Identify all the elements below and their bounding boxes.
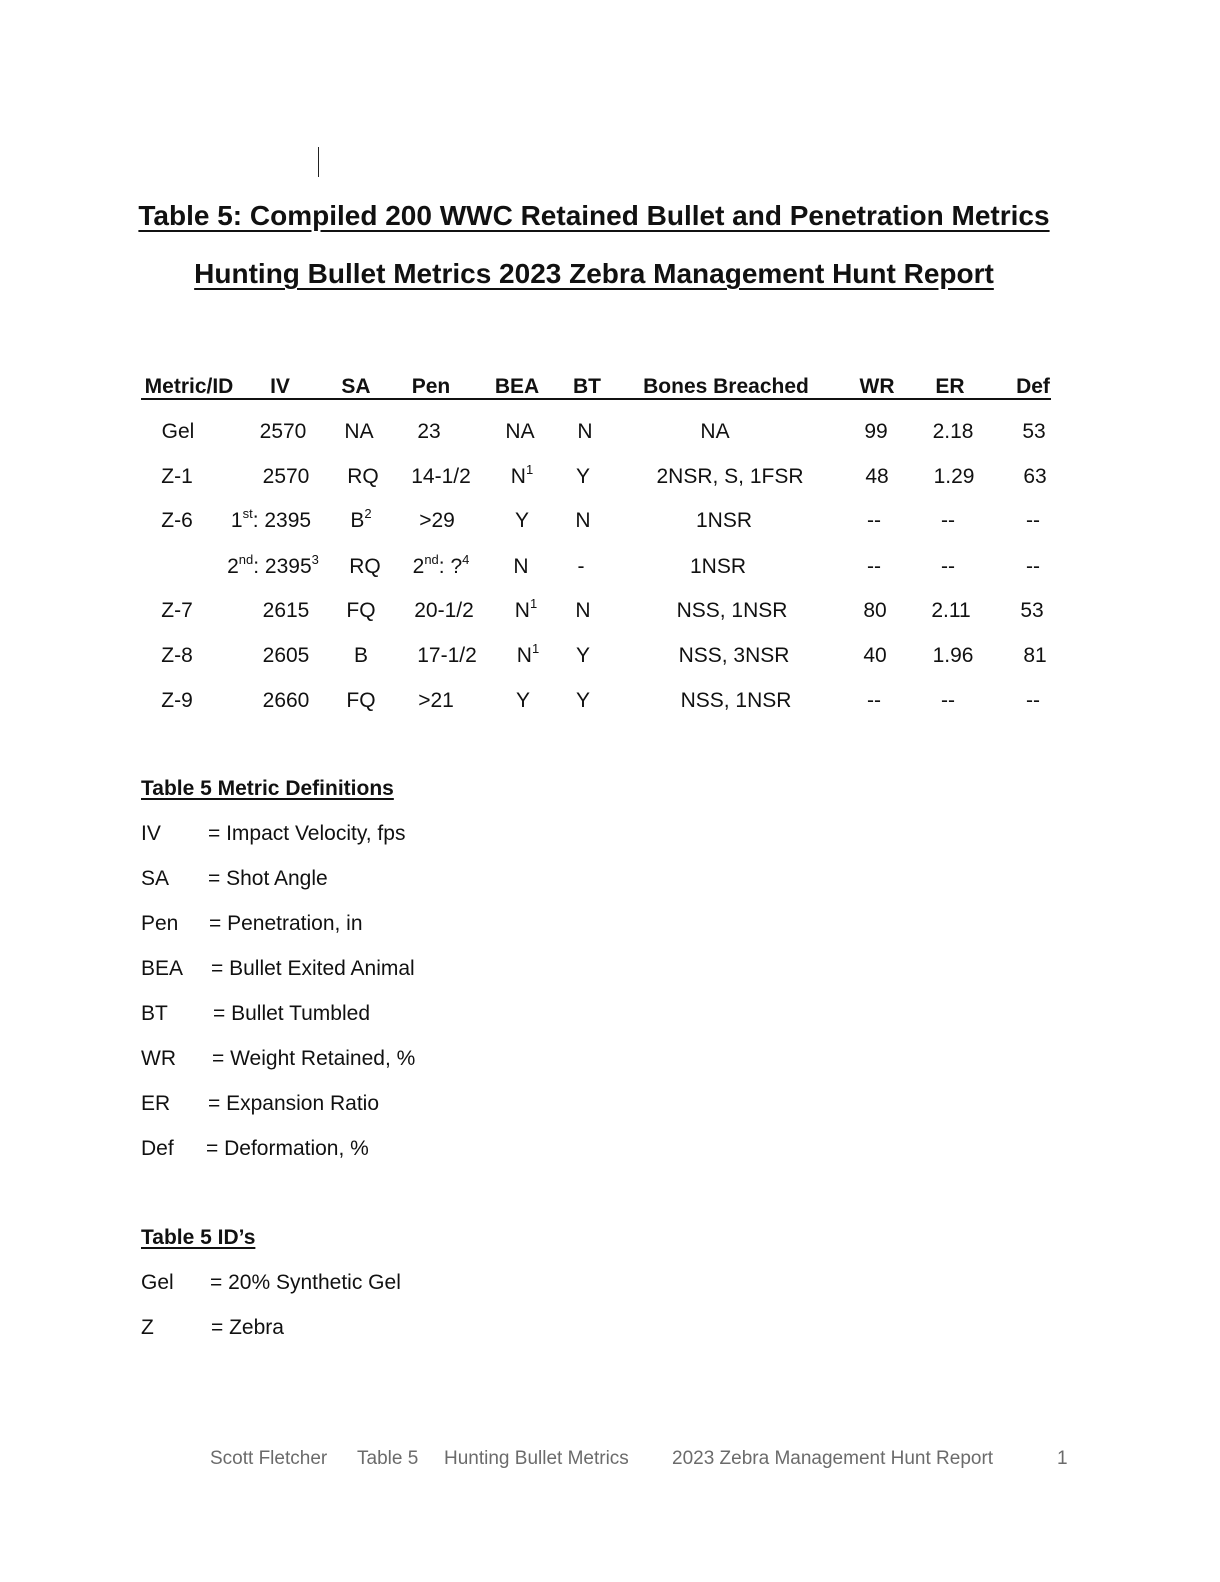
definition-value: = Expansion Ratio [208, 1092, 380, 1115]
definition-key: BEA [141, 957, 184, 980]
table-cell-er: 1.96 [932, 644, 974, 667]
table-cell-def: 53 [1022, 420, 1046, 443]
table-cell-metric-id: Z-1 [161, 465, 193, 488]
table-cell-bones-breached: NSS, 1NSR [680, 689, 792, 712]
id-definition-key: Z [141, 1316, 154, 1339]
table-cell-pen: >29 [419, 509, 455, 532]
definitions-heading: Table 5 Metric Definitions [141, 777, 394, 800]
table-cell-def: -- [1026, 689, 1040, 712]
table-cell-def: -- [1026, 555, 1040, 578]
table-cell-er: -- [941, 555, 955, 578]
table-cell-sa: $B^2$ [350, 506, 372, 532]
table-cell-def: -- [1026, 509, 1040, 532]
table-cell-pen: 23 [417, 420, 441, 443]
definition-value: = Deformation, % [206, 1137, 369, 1160]
table-cell-def: 81 [1023, 644, 1047, 667]
table-cell-iv: 2570 [262, 465, 310, 488]
ids-heading: Table 5 ID’s [141, 1226, 256, 1249]
table-cell-pen: 14-1/2 [411, 465, 471, 488]
footer-subject: Hunting Bullet Metrics [444, 1448, 629, 1469]
table-cell-bones-breached: NA [700, 420, 730, 443]
table-cell-metric-id: Z-7 [161, 599, 193, 622]
table-cell-bt: N [575, 509, 591, 532]
table-cell-iv: 2660 [262, 689, 310, 712]
table-cell-iv: 2615 [262, 599, 310, 622]
footer-table: Table 5 [357, 1448, 419, 1469]
table-cell-er: 2.11 [931, 599, 971, 622]
table-cell-metric-id: Gel [161, 420, 195, 443]
document-subtitle: Hunting Bullet Metrics 2023 Zebra Management Hunt Report [194, 258, 994, 289]
table-cell-wr: 48 [865, 465, 889, 488]
table-cell-bones-breached: 1NSR [695, 509, 753, 532]
table-cell-sa: B [353, 644, 369, 667]
table-cell-bt: N [577, 420, 593, 443]
table-cell-metric-id: Z-6 [161, 509, 193, 532]
definition-key: IV [141, 822, 161, 845]
table-cell-bones-breached: NSS, 3NSR [678, 644, 790, 667]
table-cell-pen: 17-1/2 [417, 644, 477, 667]
definition-value: = Impact Velocity, fps [208, 822, 406, 845]
column-header-metric-id: Metric/ID [144, 375, 234, 398]
table-cell-sa: NA [344, 420, 374, 443]
table-cell-er: -- [941, 689, 955, 712]
table-cell-iv: 1st: 2395 [230, 506, 312, 532]
column-header-er: ER [935, 375, 965, 398]
definition-value: = Bullet Exited Animal [211, 957, 415, 980]
table-cell-bea: $N^1$ [516, 641, 540, 667]
table-cell-bea: Y [515, 689, 531, 712]
column-header-bea: BEA [494, 375, 540, 398]
definition-key: Def [141, 1137, 174, 1160]
table-cell-wr: -- [867, 689, 881, 712]
definition-value: = Penetration, in [209, 912, 363, 935]
definition-key: Pen [141, 912, 179, 935]
column-header-sa: SA [341, 375, 371, 398]
table-cell-bt: - [577, 555, 585, 578]
table-cell-wr: 80 [863, 599, 887, 622]
definition-key: SA [141, 867, 170, 890]
column-header-bt: BT [573, 375, 601, 398]
table-cell-iv: 2605 [262, 644, 310, 667]
table-cell-iv: 2570 [259, 420, 307, 443]
table-cell-wr: -- [867, 509, 881, 532]
table-cell-wr: 99 [864, 420, 888, 443]
table-cell-sa: FQ [346, 599, 376, 622]
table-cell-bea: N [513, 555, 529, 578]
table-cell-bones-breached: 2NSR, S, 1FSR [656, 465, 804, 488]
column-header-iv: IV [270, 375, 290, 398]
table-cell-pen: 2nd: ?$^4$ [412, 552, 470, 578]
column-header-def: Def [1016, 375, 1050, 398]
table-cell-wr: 40 [863, 644, 887, 667]
footer-author: Scott Fletcher [210, 1448, 328, 1469]
table-cell-sa: RQ [349, 555, 381, 578]
id-definition-value: = 20% Synthetic Gel [210, 1271, 401, 1294]
table-cell-metric-id: Z-9 [161, 689, 193, 712]
table-cell-bea: $N^1$ [514, 596, 538, 622]
table-cell-pen: >21 [418, 689, 454, 712]
id-definition-value: = Zebra [211, 1316, 284, 1339]
column-header-bones-breached: Bones Breached [643, 375, 809, 398]
table-cell-bt: N [575, 599, 591, 622]
footer-report: 2023 Zebra Management Hunt Report [672, 1448, 994, 1469]
table-cell-er: 2.18 [932, 420, 974, 443]
table-cell-er: -- [941, 509, 955, 532]
table-cell-sa: RQ [347, 465, 379, 488]
definition-key: ER [141, 1092, 171, 1115]
table-header-rule [141, 398, 1051, 400]
definition-value: = Shot Angle [208, 867, 328, 890]
text-cursor [318, 147, 319, 177]
table-cell-er: 1.29 [933, 465, 975, 488]
table-cell-bea: $N^1$ [510, 462, 534, 488]
column-header-wr: WR [859, 375, 895, 398]
document-title: Table 5: Compiled 200 WWC Retained Bullet and Penetration Metrics [138, 200, 1050, 231]
table-cell-pen: 20-1/2 [414, 599, 474, 622]
column-header-pen: Pen [411, 375, 451, 398]
id-definition-key: Gel [141, 1271, 174, 1294]
definition-key: BT [141, 1002, 168, 1025]
table-cell-bt: Y [575, 644, 591, 667]
table-cell-sa: FQ [346, 689, 376, 712]
table-cell-bones-breached: 1NSR [689, 555, 747, 578]
table-cell-wr: -- [867, 555, 881, 578]
table-cell-def: 63 [1023, 465, 1047, 488]
definition-value: = Weight Retained, % [212, 1047, 416, 1070]
definition-value: = Bullet Tumbled [213, 1002, 371, 1025]
definition-key: WR [141, 1047, 176, 1070]
table-cell-bea: NA [505, 420, 535, 443]
table-cell-bea: Y [514, 509, 530, 532]
footer-page-number: 1 [1057, 1448, 1068, 1469]
table-cell-def: 53 [1020, 599, 1044, 622]
table-cell-metric-id: Z-8 [161, 644, 193, 667]
table-cell-bt: Y [575, 465, 591, 488]
table-cell-bones-breached: NSS, 1NSR [676, 599, 788, 622]
table-cell-iv: 2nd: 2395$^3$ [227, 552, 319, 578]
table-cell-bt: Y [575, 689, 591, 712]
